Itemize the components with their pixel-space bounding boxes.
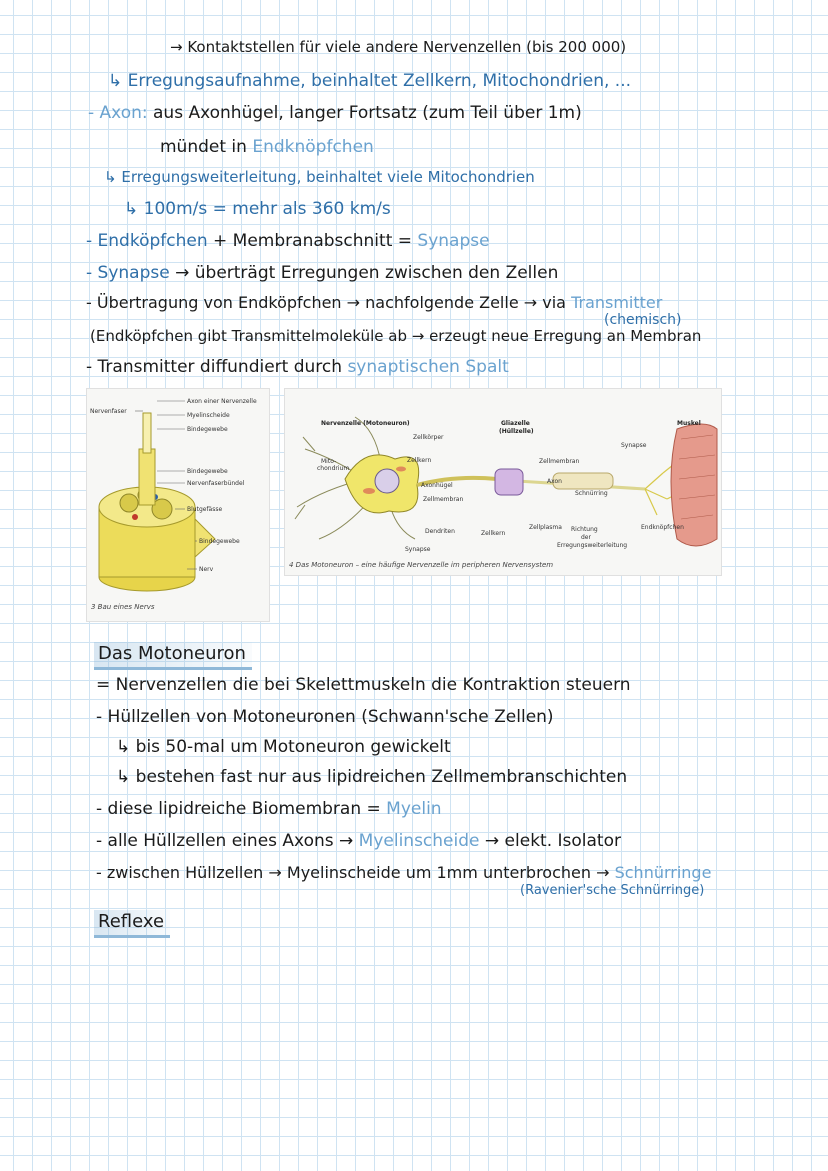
label-nervenfaser: Nervenfaser xyxy=(90,408,127,415)
unterbrochen-text: - zwischen Hüllzellen → Myelinscheide um 1mm unterbrochen → xyxy=(96,863,610,882)
figure-motoneuron xyxy=(284,388,722,576)
membranabschnitt-text: + Membranabschnitt = xyxy=(213,231,413,251)
label-richtung-1: Richtung xyxy=(571,526,598,533)
synapse-term: Synapse xyxy=(417,231,490,251)
myelinscheide-term: Myelinscheide xyxy=(358,831,480,851)
schnuerringe-term: Schnürringe xyxy=(614,863,712,882)
axon-definition: aus Axonhügel, langer Fortsatz (zum Teil über 1m) xyxy=(153,103,582,123)
label-endknoepfchen: Endknöpfchen xyxy=(641,524,684,531)
label-nerv: Nerv xyxy=(199,566,214,573)
label-bindegewebe-2: Bindegewebe xyxy=(187,468,228,475)
motoneuron-huellzellen: - Hüllzellen von Motoneuronen (Schwann'sche Zellen) xyxy=(96,707,554,727)
nerve-diagram xyxy=(87,389,269,621)
note-line-endkoepfchen-synapse xyxy=(86,230,490,252)
synapse-term-2: - Synapse xyxy=(86,263,170,283)
label-zellplasma: Zellplasma xyxy=(529,524,562,531)
ravenier-note: (Ravenier'sche Schnürringe) xyxy=(520,883,705,898)
label-dendriten: Dendriten xyxy=(425,528,455,535)
motoneuron-diagram xyxy=(285,389,721,575)
label-myelin: Myelinscheide xyxy=(187,412,230,419)
spalt-term: synaptischen Spalt xyxy=(347,357,509,377)
huellzellen-axon-text: - alle Hüllzellen eines Axons → xyxy=(96,831,354,851)
label-mito-1: Mito- xyxy=(321,458,337,465)
muendet-text: mündet in xyxy=(160,137,247,157)
label-gliazelle: Gliazelle xyxy=(501,420,530,427)
label-huellzelle: (Hüllzelle) xyxy=(499,428,534,435)
motoneuron-lipidreich: ↳ bestehen fast nur aus lipidreichen Zellmembranschichten xyxy=(116,767,628,787)
note-line-reception: ↳ Erregungsaufnahme, beinhaltet Zellkern, Mitochondrien, ... xyxy=(108,71,631,91)
motoneuron-myelinscheide xyxy=(96,830,621,852)
endkoepfchen-term: - Endköpfchen xyxy=(86,231,208,251)
note-line-synapse xyxy=(86,262,558,284)
label-blutgefaesse: Blutgefässe xyxy=(187,506,223,513)
label-nervenfaserbuendel: Nervenfaserbündel xyxy=(187,480,245,487)
note-line-uebertragung xyxy=(86,292,662,314)
heading-das-motoneuron: Das Motoneuron xyxy=(94,642,252,670)
label-mito-2: chondrium xyxy=(317,465,350,472)
label-zellmembran: Zellmembran xyxy=(423,496,464,503)
endknoepfchen-term: Endknöpfchen xyxy=(252,137,374,157)
label-muskel: Muskel xyxy=(677,420,701,427)
note-line-diffusion xyxy=(86,356,509,378)
uebertragung-text: - Übertragung von Endköpfchen → nachfolgende Zelle → via xyxy=(86,293,566,312)
note-line-endknoepfchen xyxy=(160,136,374,158)
label-bindegewebe-1: Bindegewebe xyxy=(187,426,228,433)
label-axon: Axon einer Nervenzelle xyxy=(187,398,257,405)
axon-term: - Axon: xyxy=(88,103,148,123)
heading-reflexe: Reflexe xyxy=(94,910,170,938)
label-bindegewebe-3: Bindegewebe xyxy=(199,538,240,545)
note-line-speed: ↳ 100m/s = mehr als 360 km/s xyxy=(124,199,391,219)
myelin-term: Myelin xyxy=(386,799,442,819)
note-line-axon xyxy=(88,102,582,124)
label-richtung-2: der xyxy=(581,534,591,541)
label-nervenzelle: Nervenzelle (Motoneuron) xyxy=(321,420,410,427)
note-line-contact: → Kontaktstellen für viele andere Nervenzellen (bis 200 000) xyxy=(170,38,627,56)
synapse-definition: → überträgt Erregungen zwischen den Zellen xyxy=(175,263,559,283)
label-schnuerring: Schnürring xyxy=(575,490,608,497)
isolator-text: → elekt. Isolator xyxy=(484,831,621,851)
figure-nerve-structure xyxy=(86,388,270,622)
label-synapse-2: Synapse xyxy=(405,546,431,553)
note-line-transmittermolekuele: (Endköpfchen gibt Transmittelmoleküle ab → erzeugt neue Erregung an Membran xyxy=(90,327,702,345)
label-zellmembran-2: Zellmembran xyxy=(539,458,580,465)
figure2-caption: 4 Das Motoneuron – eine häufige Nervenzelle im peripheren Nervensystem xyxy=(289,561,554,569)
label-synapse: Synapse xyxy=(621,442,647,449)
label-axon-2: Axon xyxy=(547,478,562,485)
diffusion-text: - Transmitter diffundiert durch xyxy=(86,357,343,377)
label-zellkern-2: Zellkern xyxy=(481,530,506,537)
note-line-weiterleitung: ↳ Erregungsweiterleitung, beinhaltet viele Mitochondrien xyxy=(104,168,535,186)
figure1-caption: 3 Bau eines Nervs xyxy=(91,603,155,611)
note-chemisch: (chemisch) xyxy=(604,312,682,328)
label-richtung-3: Erregungsweiterleitung xyxy=(557,542,628,549)
biomembran-text: - diese lipidreiche Biomembran = xyxy=(96,799,381,819)
motoneuron-myelin xyxy=(96,798,442,820)
motoneuron-definition: = Nervenzellen die bei Skelettmuskeln die Kontraktion steuern xyxy=(96,675,631,695)
motoneuron-gewickelt: ↳ bis 50-mal um Motoneuron gewickelt xyxy=(116,737,451,757)
label-axonhuegel: Axonhügel xyxy=(421,482,453,489)
transmitter-term: Transmitter xyxy=(571,293,663,312)
label-zellkoerper: Zellkörper xyxy=(413,434,444,441)
label-zellkern: Zellkern xyxy=(407,457,432,464)
